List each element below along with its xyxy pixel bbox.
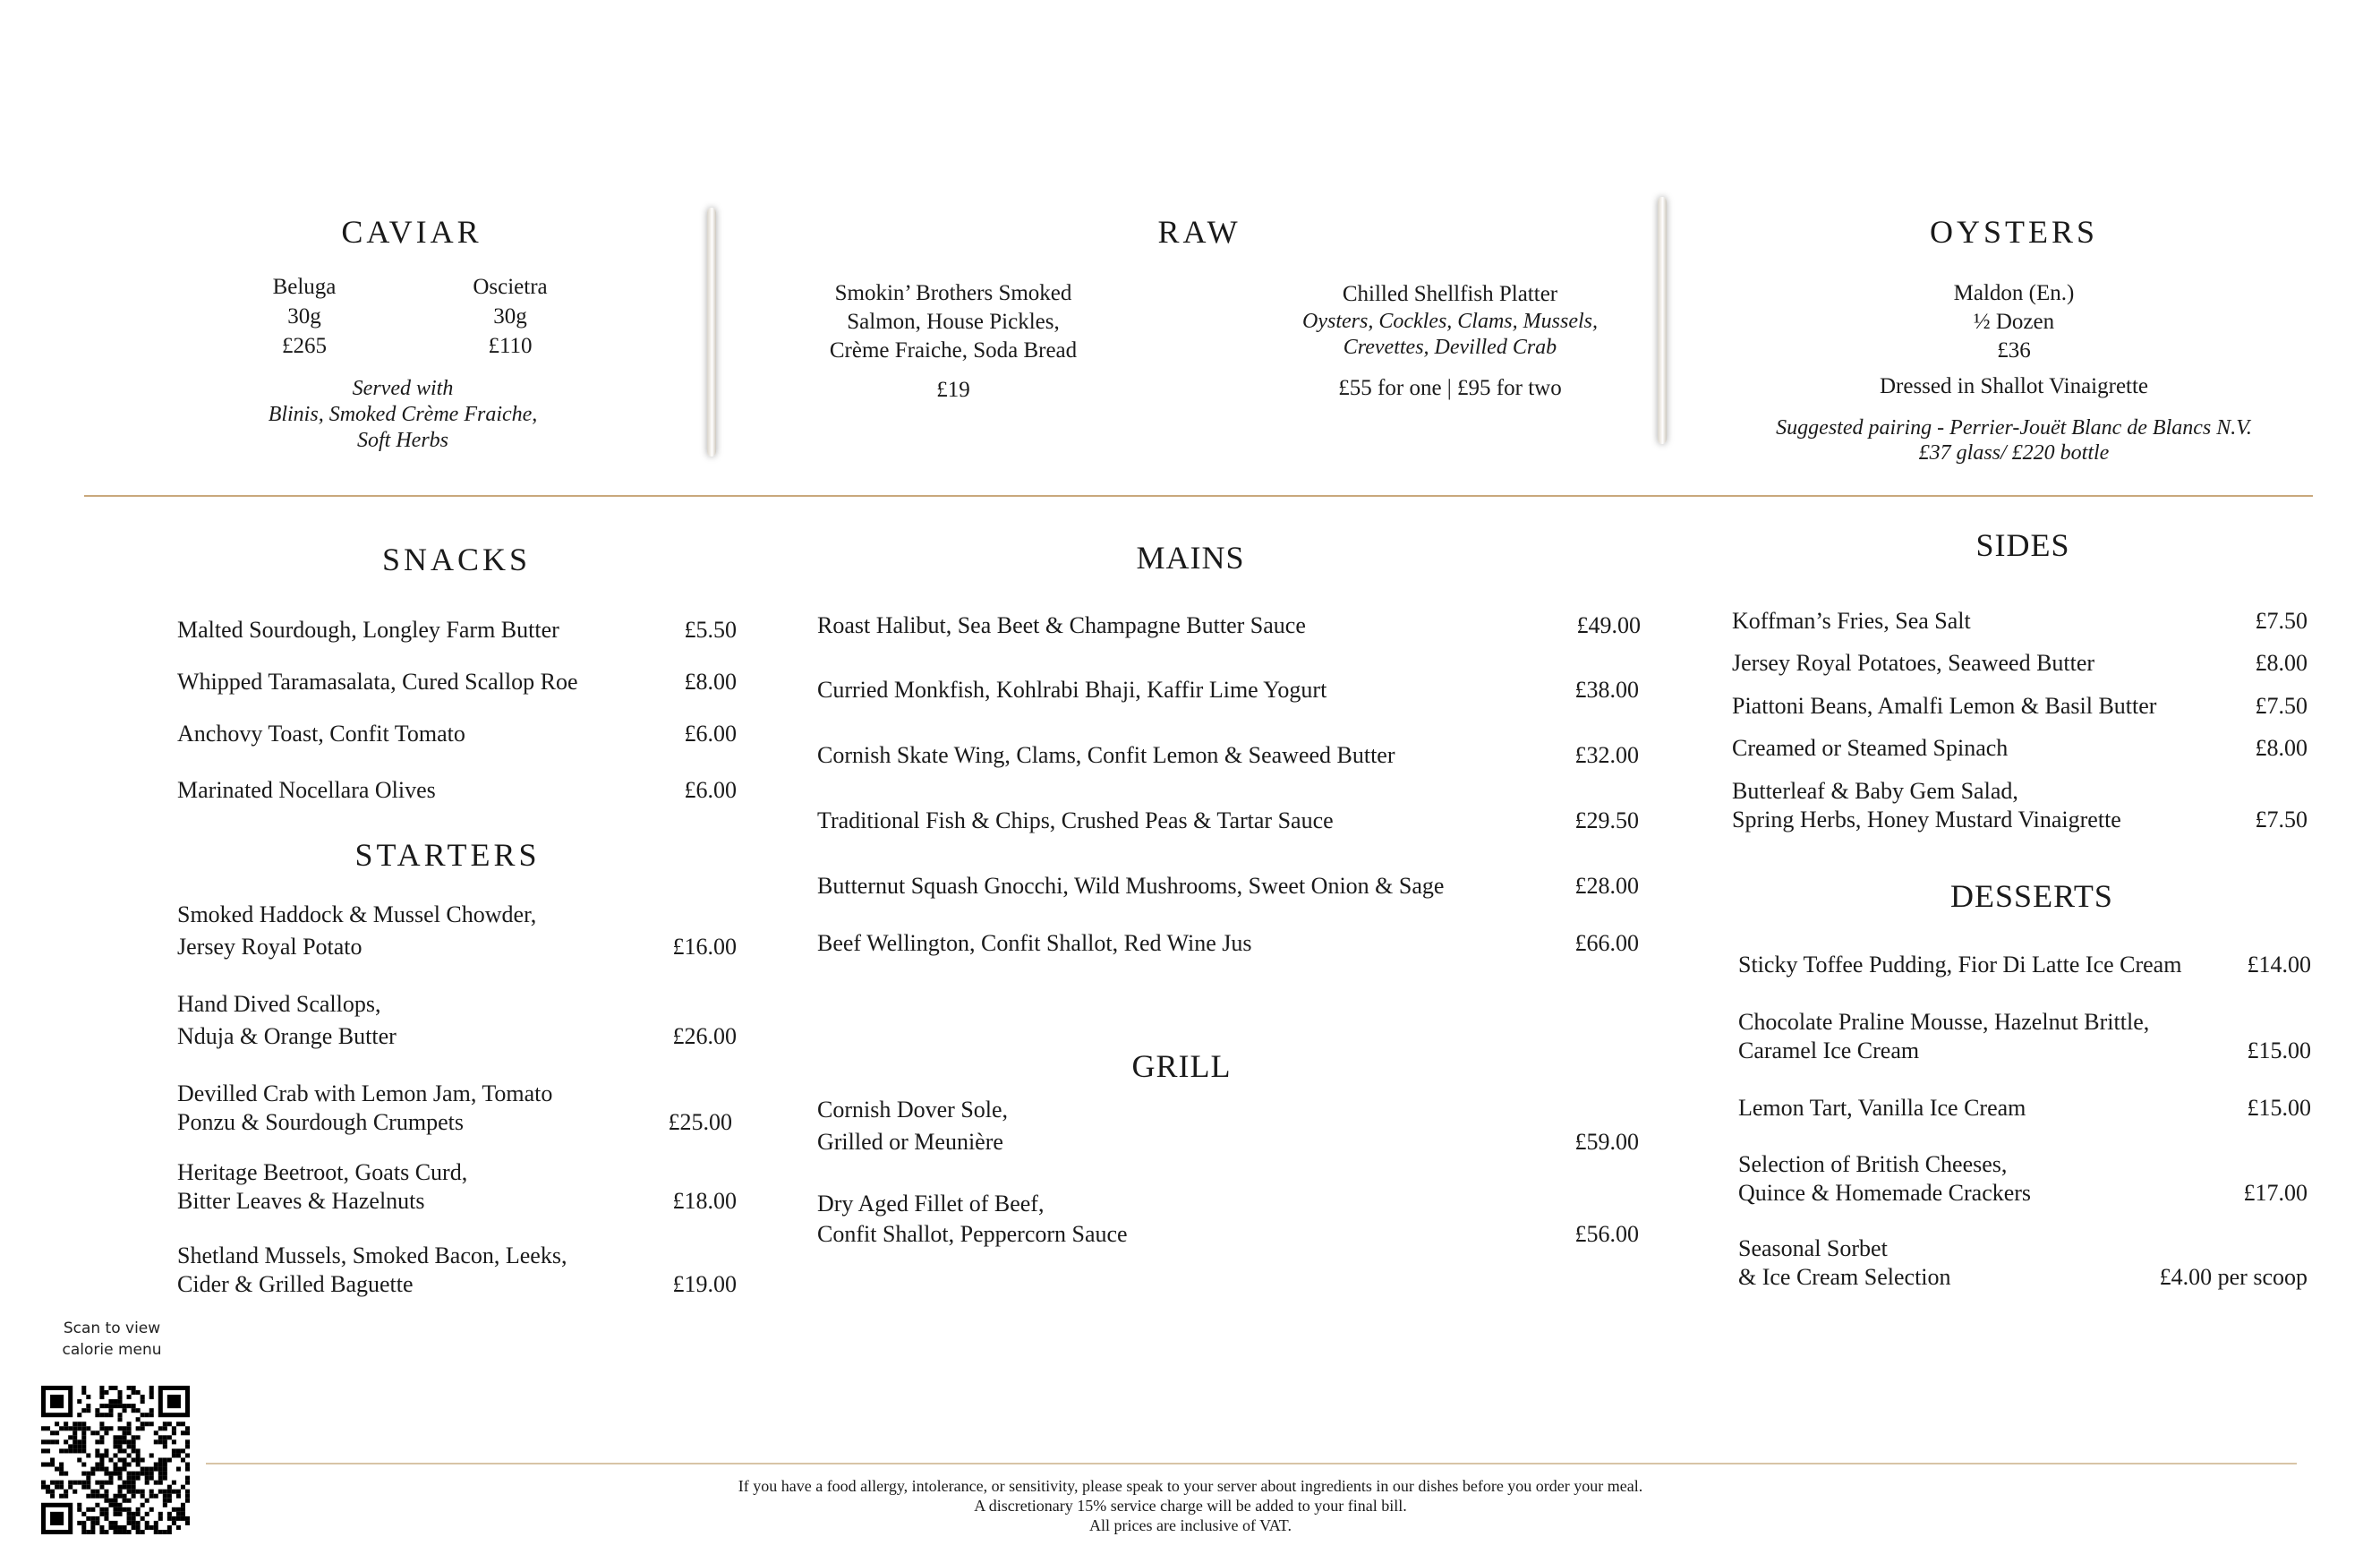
desserts-title: DESSERTS	[1950, 878, 2113, 914]
menu-item: Chocolate Praline Mousse, Hazelnut Brittle, Caramel Ice Cream £15.00	[1738, 1009, 2311, 1063]
vertical-divider-right	[1658, 197, 1667, 444]
starters-title: STARTERS	[354, 837, 541, 873]
menu-item: Creamed or Steamed Spinach £8.00	[1732, 735, 2307, 761]
menu-item: Lemon Tart, Vanilla Ice Cream £15.00	[1738, 1095, 2311, 1121]
menu-item: Koffman’s Fries, Sea Salt £7.50	[1732, 608, 2307, 634]
menu-item: Butternut Squash Gnocchi, Wild Mushrooms, Sweet Onion & Sage £28.00	[817, 873, 1639, 899]
menu-item: Malted Sourdough, Longley Farm Butter £5.50	[177, 617, 737, 643]
raw-salmon: Smokin’ Brothers Smoked Salmon, House Pickles, Crème Fraiche, Soda Bread £19	[788, 279, 1119, 405]
menu-item: Roast Halibut, Sea Beet & Champagne Butter Sauce £49.00	[817, 612, 1641, 638]
menu-item: Seasonal Sorbet & Ice Cream Selection £4.00 per scoop	[1738, 1235, 2307, 1290]
qr-caption: Scan to view calorie menu	[62, 1319, 162, 1359]
oysters-title: OYSTERS	[1929, 214, 2099, 250]
beluga-name: Beluga	[272, 275, 337, 299]
menu-item: Marinated Nocellara Olives £6.00	[177, 777, 737, 803]
qr-code-icon[interactable]	[41, 1386, 190, 1534]
menu-item: Sticky Toffee Pudding, Fior Di Latte Ice Cream £14.00	[1738, 952, 2311, 978]
oscietra-weight: 30g	[493, 304, 527, 329]
menu-item: Traditional Fish & Chips, Crushed Peas & Tartar Sauce £29.50	[817, 807, 1639, 833]
snacks-title: SNACKS	[381, 542, 532, 577]
mains-title: MAINS	[1136, 540, 1245, 576]
menu-item: Shetland Mussels, Smoked Bacon, Leeks, Cider & Grilled Baguette £19.00	[177, 1242, 737, 1297]
allergy-notice: If you have a food allergy, intolerance, or sensitivity, please speak to your server about ingredients in our dishes before you order your meal.	[738, 1477, 1643, 1495]
service-charge-notice: A discretionary 15% service charge will be added to your final bill.	[974, 1497, 1407, 1515]
oysters-dressed: Dressed in Shallot Vinaigrette	[1879, 374, 2149, 398]
menu-item: Devilled Crab with Lemon Jam, Tomato Ponzu & Sourdough Crumpets £25.00	[177, 1080, 732, 1135]
beluga-price: £265	[282, 334, 327, 358]
menu-item: Smoked Haddock & Mussel Chowder, Jersey Royal Potato £16.00	[177, 901, 737, 960]
oysters-info: Maldon (En.) ½ Dozen £36 Dressed in Shallot Vinaigrette	[1835, 279, 2193, 401]
menu-item: Cornish Skate Wing, Clams, Confit Lemon & Seaweed Butter £32.00	[817, 742, 1639, 768]
menu-item: Anchovy Toast, Confit Tomato £6.00	[177, 721, 737, 747]
platter-price: £55 for one | £95 for two	[1338, 376, 1562, 400]
raw-title: RAW	[1157, 214, 1241, 250]
raw-platter: Chilled Shellfish Platter Oysters, Cockles, Clams, Mussels, Crevettes, Devilled Crab £55 for one | £95 for two	[1253, 279, 1647, 403]
platter-name: Chilled Shellfish Platter	[1342, 282, 1558, 306]
menu-item: Jersey Royal Potatoes, Seaweed Butter £8.00	[1732, 650, 2307, 676]
oysters-pairing: Suggested pairing - Perrier-Jouët Blanc de Blancs N.V. £37 glass/ £220 bottle	[1776, 416, 2252, 465]
menu-item: Butterleaf & Baby Gem Salad, Spring Herbs, Honey Mustard Vinaigrette £7.50	[1732, 778, 2307, 832]
menu-item: Dry Aged Fillet of Beef, Confit Shallot, Peppercorn Sauce £56.00	[817, 1191, 1639, 1247]
footer-rule	[206, 1463, 2297, 1464]
footer-notes	[519, 1476, 1862, 1535]
menu-item: Selection of British Cheeses, Quince & Homemade Crackers £17.00	[1738, 1151, 2307, 1206]
grill-title: GRILL	[1131, 1048, 1232, 1084]
caviar-beluga	[233, 272, 376, 361]
vertical-divider-left	[707, 208, 716, 457]
beluga-weight: 30g	[287, 304, 321, 329]
salmon-price: £19	[936, 378, 970, 402]
menu-item: Heritage Beetroot, Goats Curd, Bitter Leaves & Hazelnuts £18.00	[177, 1159, 737, 1214]
menu-item: Curried Monkfish, Kohlrabi Bhaji, Kaffir Lime Yogurt £38.00	[817, 677, 1639, 703]
oscietra-name: Oscietra	[473, 275, 548, 299]
sides-title: SIDES	[1975, 527, 2070, 563]
menu-item: Piattoni Beans, Amalfi Lemon & Basil Butter £7.50	[1732, 693, 2307, 719]
caviar-oscietra	[439, 272, 582, 361]
menu-item: Cornish Dover Sole, Grilled or Meunière £59.00	[817, 1097, 1639, 1155]
section-divider	[84, 495, 2313, 497]
vat-notice: All prices are inclusive of VAT.	[1089, 1516, 1292, 1534]
caviar-served-with: Served with Blinis, Smoked Crème Fraiche, Soft Herbs	[268, 377, 538, 452]
menu-item: Beef Wellington, Confit Shallot, Red Wine Jus £66.00	[817, 930, 1639, 956]
caviar-title: CAVIAR	[341, 214, 482, 250]
menu-item: Whipped Taramasalata, Cured Scallop Roe £8.00	[177, 669, 737, 695]
menu-item: Hand Dived Scallops, Nduja & Orange Butter £26.00	[177, 991, 737, 1049]
oscietra-price: £110	[488, 334, 533, 358]
